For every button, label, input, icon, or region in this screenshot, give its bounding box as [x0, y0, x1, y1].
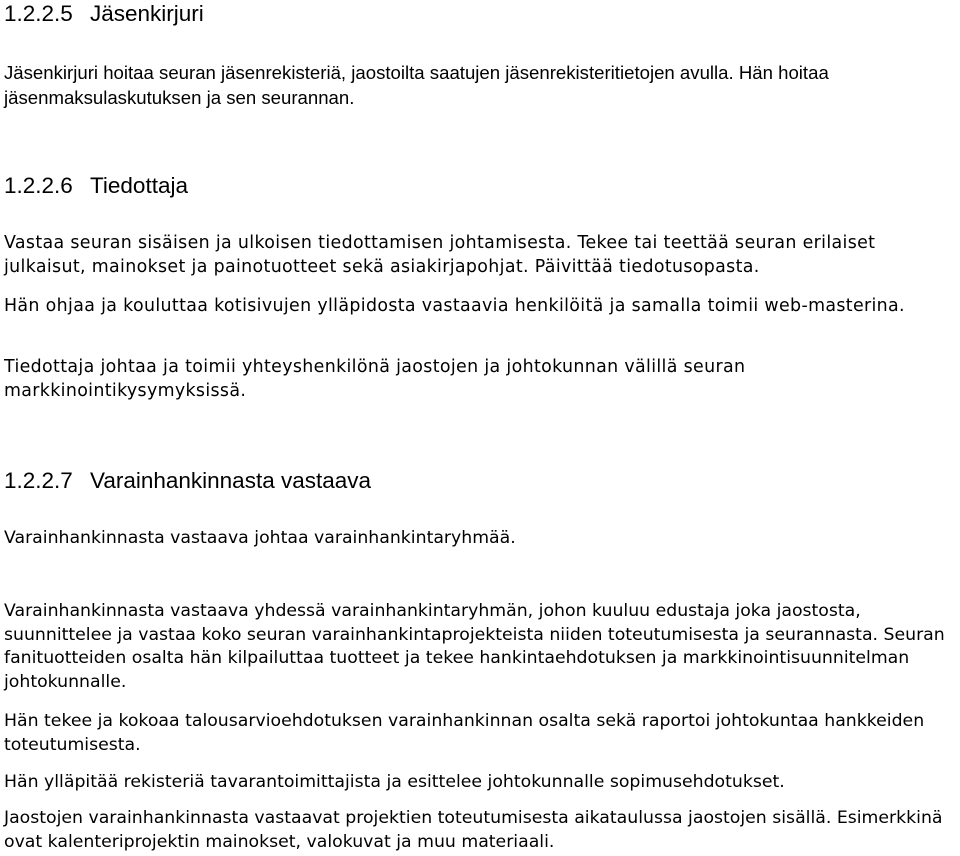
paragraph: Hän ohjaa ja kouluttaa kotisivujen ylläpidosta vastaavia henkilöitä ja samalla toimii web-masterina.: [4, 296, 905, 316]
section-number: 1.2.2.5: [4, 1, 73, 26]
paragraph: Vastaa seuran sisäisen ja ulkoisen tiedottamisen johtamisesta. Tekee tai teettää seuran erilaiset julkaisut, mainokset ja painotuotteet sekä asiakirjapohjat. Päivittää tiedotusopasta.: [4, 233, 876, 277]
paragraph: Tiedottaja johtaa ja toimii yhteyshenkilönä jaostojen ja johtokunnan välillä seuran markkinointikysymyksissä.: [4, 357, 746, 401]
section-number: 1.2.2.7: [4, 468, 73, 493]
section-heading-varainhankinta: [4, 467, 371, 495]
paragraph: Hän tekee ja kokoaa talousarvioehdotuksen varainhankinnan osalta sekä raportoi johtokuntaa hankkeiden toteutumisesta.: [4, 711, 925, 755]
paragraph: Varainhankinnasta vastaava johtaa varainhankintaryhmää.: [4, 528, 516, 548]
section-title: Varainhankinnasta vastaava: [90, 468, 372, 493]
paragraph: Jaostojen varainhankinnasta vastaavat projektien toteutumisesta aikataulussa jaostojen sisällä. Esimerkkinä ovat kalenteriprojektin mainokset, valokuvat ja muu materiaali.: [4, 808, 943, 852]
section-title: Tiedottaja: [90, 173, 188, 198]
paragraph: Varainhankinnasta vastaava yhdessä varainhankintaryhmän, johon kuuluu edustaja joka jaostosta, suunnittelee ja vastaa koko seuran varainhankintaprojekteista niiden toteutumisesta ja seurannasta. Seuran fanituotteiden osalta hän kilpailuttaa tuotteet ja tekee hankintaehdotuksen ja markkinointisuunnitelman johtokunnalle.: [4, 601, 945, 692]
section-title: Jäsenkirjuri: [90, 1, 204, 26]
section-heading-jasenkirjuri: [4, 0, 204, 28]
section-heading-tiedottaja: [4, 172, 188, 200]
paragraph: Hän ylläpitää rekisteriä tavarantoimittajista ja esittelee johtokunnalle sopimusehdotukset.: [4, 772, 785, 792]
paragraph: Jäsenkirjuri hoitaa seuran jäsenrekisteriä, jaostoilta saatujen jäsenrekisteritietojen avulla. Hän hoitaa jäsenmaksulaskutuksen ja sen seurannan.: [4, 62, 829, 108]
section-number: 1.2.2.6: [4, 173, 73, 198]
